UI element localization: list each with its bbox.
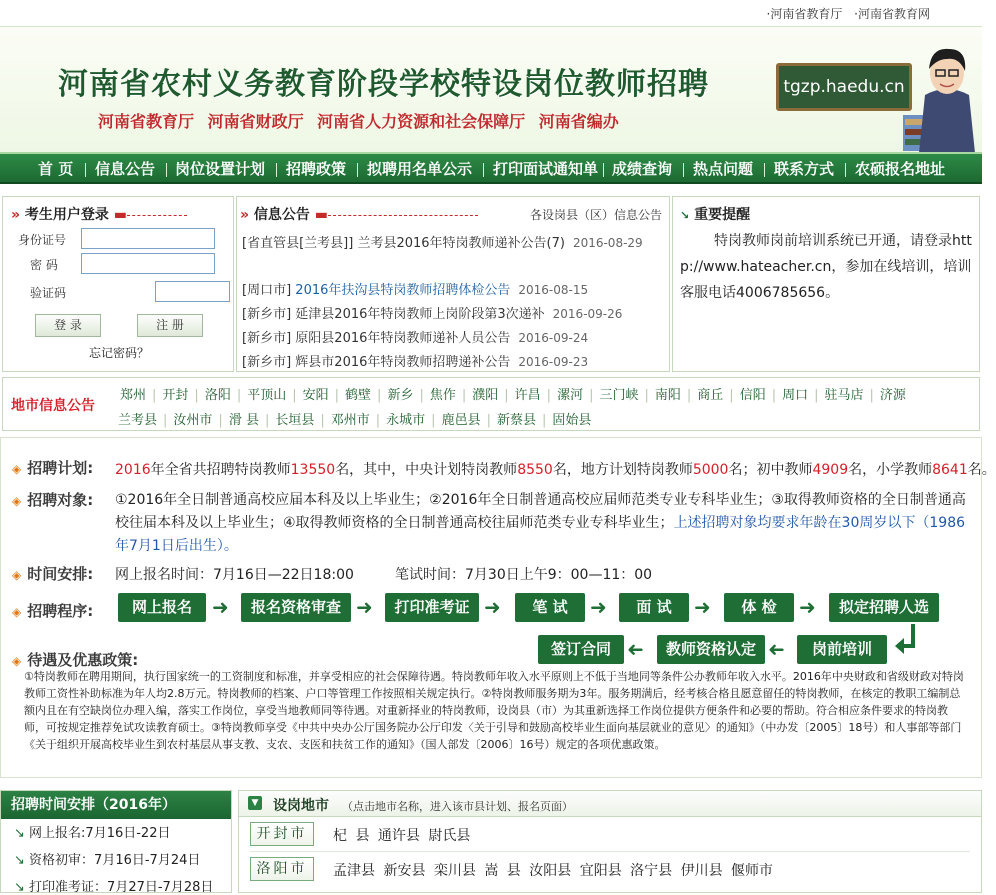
step-teacher-qualification: 教师资格认定 (657, 635, 765, 664)
site-subtitle: 河南省教育厅 河南省财政厅 河南省人力资源和社会保障厅 河南省编办 (98, 112, 619, 131)
login-title: » 考生用户登录 ▬ (11, 204, 187, 224)
step-qualification-review: 报名资格审查 (241, 593, 351, 622)
nav-policy[interactable]: 招聘政策 (286, 160, 347, 178)
news-item[interactable]: [新乡市] 原阳县2016年特岗教师递补人员公告 2016-09-24 (242, 331, 589, 346)
separator: | (377, 388, 382, 403)
city-link[interactable]: 郑州 (120, 388, 147, 403)
bullet-icon: ◈ (12, 654, 22, 668)
bullet-icon: ◈ (12, 568, 22, 582)
city-kaifeng-button[interactable]: 开封市 (250, 822, 314, 846)
separator: | (814, 388, 819, 403)
arrow-right-icon: ➜ (356, 595, 373, 619)
news-item[interactable]: [周口市] 2016年扶沟县特岗教师招聘体检公告 2016-08-15 (242, 283, 589, 298)
separator: | (546, 388, 552, 403)
notice-title: ↘ 重要提醒 (680, 207, 751, 223)
city-link[interactable]: 驻马店 (824, 388, 864, 403)
id-label: 身份证号 (18, 233, 67, 247)
separator: | (292, 388, 297, 403)
id-number-input[interactable] (81, 228, 215, 249)
nav-post-plan[interactable]: 岗位设置计划 (175, 160, 266, 178)
plan-label: ◈ 招聘计划: (12, 459, 94, 477)
arrow-left-icon: ➜ (768, 637, 785, 661)
city-links-row2 (118, 409, 591, 428)
city-link[interactable]: 新乡 (387, 388, 414, 403)
news-item[interactable]: [新乡市] 延津县2016年特岗教师上岗阶段第3次递补 2016-09-26 (242, 307, 623, 322)
city-links-row1 (120, 384, 906, 403)
timeline-item[interactable]: ↘ 资格初审：7月16日-7月24日 (14, 853, 201, 868)
city-link[interactable]: 三门峡 (599, 388, 639, 403)
timeline-item[interactable]: ↘ 打印准考证：7月27日-7月28日 (14, 880, 214, 895)
city-link[interactable]: 新蔡县 (496, 413, 536, 428)
captcha-input[interactable] (155, 281, 230, 302)
separator: | (375, 413, 381, 428)
arrow-return-icon (893, 624, 919, 660)
plan-text: 2016年全省共招聘特岗教师13550名，其中，中央计划特岗教师8550名，地方计划特岗教师5000名；初中教师4909名，小学教师8641名。 (115, 462, 996, 478)
separator: | (163, 413, 168, 428)
city-link[interactable]: 鹿邑县 (441, 413, 481, 428)
register-button[interactable]: 注 册 (137, 314, 203, 337)
post-city-hint: （点击地市名称，进入该市县计划、报名页面） (342, 800, 573, 813)
city-link[interactable]: 许昌 (514, 388, 541, 403)
separator: | (236, 388, 242, 403)
arrow-icon: ↘ (14, 826, 25, 841)
step-interview: 面 试 (619, 593, 689, 622)
nav-master-signup[interactable]: 农硕报名地址 (855, 160, 946, 178)
separator: | (152, 388, 157, 403)
city-link[interactable]: 汝州市 (173, 413, 213, 428)
procedure-label: ◈ 招聘程序: (12, 602, 94, 620)
schedule-online: 网上报名时间：7月16日—22日18:00 (115, 567, 354, 583)
news-item[interactable]: [省直管县[兰考县]] 兰考县2016年特岗教师递补公告(7) 2016-08-29 (242, 236, 643, 251)
city-link[interactable]: 平顶山 (247, 388, 287, 403)
separator: | (644, 388, 649, 403)
step-sign-contract: 签订合同 (538, 635, 624, 664)
city-link[interactable]: 信阳 (739, 388, 766, 403)
city-link[interactable]: 滑 县 (228, 413, 259, 428)
nav-home[interactable]: 首 页 (38, 160, 74, 178)
separator: | (541, 413, 547, 428)
separator: | (194, 388, 199, 403)
forgot-password-link[interactable]: 忘记密码？ (89, 346, 150, 360)
kaifeng-counties[interactable]: 杞 县 通许县 尉氏县 (333, 828, 471, 844)
city-link[interactable]: 周口 (782, 388, 809, 403)
separator: | (869, 388, 874, 403)
city-link[interactable]: 兰考县 (118, 413, 158, 428)
arrow-right-icon: ➜ (799, 595, 816, 619)
city-link[interactable]: 焦作 (429, 388, 456, 403)
city-link[interactable]: 濮阳 (472, 388, 499, 403)
arrow-left-icon: ➜ (627, 637, 644, 661)
separator: | (218, 413, 223, 428)
separator: | (686, 388, 692, 403)
timeline-item[interactable]: ↘ 网上报名:7月16日-22日 (14, 826, 171, 841)
arrow-right-icon: ➜ (212, 595, 229, 619)
city-link[interactable]: 固始县 (552, 413, 592, 428)
separator: | (504, 388, 509, 403)
site-url-chalkboard: tgzp.haedu.cn (776, 63, 912, 111)
target-line1: ①2016年全日制普通高校应届本科及以上毕业生；②2016年全日制普通高校应届师范类专业专科毕业生；③取得教师资格的全日制普通高 (115, 492, 966, 508)
arrow-right-icon: ➜ (590, 595, 607, 619)
bullet-icon: ◈ (12, 462, 22, 476)
step-written-exam: 笔 试 (515, 593, 585, 622)
city-info-label: 地市信息公告 (11, 398, 95, 414)
nav-score-query[interactable]: 成绩查询 (612, 160, 673, 178)
password-label: 密 码 (30, 258, 58, 272)
chevron-down-icon: ▼ (248, 796, 262, 810)
top-bar (0, 0, 982, 26)
separator: | (320, 413, 325, 428)
city-link[interactable]: 长垣县 (275, 413, 315, 428)
city-link[interactable]: 漯河 (557, 388, 584, 403)
county-news-link[interactable]: 各设岗县（区）信息公告 (530, 208, 663, 222)
login-button[interactable]: 登 录 (35, 314, 101, 337)
city-link[interactable]: 济源 (879, 388, 906, 403)
city-luoyang-button[interactable]: 洛阳市 (250, 857, 314, 881)
separator: | (771, 388, 777, 403)
arrow-right-icon: ➜ (694, 595, 711, 619)
header-banner (0, 26, 982, 152)
separator: | (486, 413, 491, 428)
step-proposed-hire: 拟定招聘人选 (829, 593, 939, 622)
separator: | (729, 388, 734, 403)
city-link[interactable]: 鹤壁 (345, 388, 372, 403)
step-print-ticket: 打印准考证 (385, 593, 479, 622)
separator: | (334, 388, 340, 403)
separator: | (431, 413, 436, 428)
city-link[interactable]: 商丘 (697, 388, 724, 403)
nav-hot-issues[interactable]: 热点问题 (693, 160, 754, 178)
arrow-icon: ↘ (14, 880, 25, 895)
benefits-text: ①特岗教师在聘用期间，执行国家统一的工资制度和标准，并享受相应的社会保障待遇。特岗教师年收入水平原则上不低于当地同等条件公办教师年收入水平。2016年中央财政和省级财政对特岗教师工资性补助标准为年人均2.8万元。特岗教师的档案、户口等管理工作按照相关规定执行。②特岗教师服务期为3年。服务期满后，经考核合格且愿意留任的特岗教师，在核定的教职工编制总额内且在有空缺岗位办理入编，落实工作岗位，享受当地教师同等待遇。对重新择业的特岗教师，设岗县（市）为其重新选择工作岗位提供方便条件和必要的帮助。符合相应条件要求的特岗教师，可按规定推荐免试攻读教育硕士。③特岗教师享受《中共中央办公厅国务院办公厅印发〈关于引导和鼓励高校毕业生面向基层就业的意见〉的通知》（中办发〔2005〕18号）和人事部等部门《关于组织开展高校毕业生到农村基层从事支教、支农、支医和扶贫工作的通知》（国人部发〔2006〕16号）规定的各项优惠政策。 (24, 670, 964, 751)
luoyang-counties[interactable]: 孟津县 新安县 栾川县 嵩 县 汝阳县 宜阳县 洛宁县 伊川县 偃师市 (333, 863, 774, 879)
notice-body: 特岗教师岗前培训系统已开通，请登录http://www.hateacher.cn，参加在线培训，培训客服电话4006785656。 (680, 233, 972, 301)
schedule-exam: 笔试时间：7月30日上午9：00—11：00 (395, 567, 653, 583)
target-line2: 校往届本科及以上毕业生；④取得教师资格的全日制普通高校往届师范类专业专科毕业生；上述招聘对象均要求年龄在30周岁以下（1986 (115, 515, 966, 531)
nav-contact[interactable]: 联系方式 (774, 160, 835, 178)
separator: | (461, 388, 467, 403)
timeline-title: 招聘时间安排（2016年） (1, 791, 231, 819)
separator: | (264, 413, 270, 428)
step-online-signup: 网上报名 (118, 593, 206, 622)
main-nav (0, 152, 982, 184)
password-input[interactable] (81, 253, 215, 274)
separator: | (419, 388, 424, 403)
step-physical-exam: 体 检 (724, 593, 794, 622)
post-city-title: 设岗地市 (273, 798, 329, 814)
separator: | (589, 388, 594, 403)
arrow-right-icon: ➜ (484, 595, 501, 619)
city-link[interactable]: 永城市 (386, 413, 426, 428)
city-link[interactable]: 开封 (162, 388, 189, 403)
top-link-edu-net[interactable]: ·河南省教育网 (854, 7, 930, 21)
arrow-icon: ↘ (14, 853, 25, 868)
top-link-edu-dept[interactable]: ·河南省教育厅 (766, 7, 843, 21)
nav-hire-list[interactable]: 拟聘用名单公示 (367, 160, 473, 178)
benefits-label: ◈ 待遇及优惠政策: (12, 651, 139, 669)
news-item[interactable]: [新乡市] 辉县市2016年特岗教师招聘递补公告 2016-09-23 (242, 355, 589, 370)
city-link[interactable]: 安阳 (302, 388, 329, 403)
target-label: ◈ 招聘对象: (12, 491, 94, 509)
nav-print-interview[interactable]: 打印面试通知单 (493, 160, 599, 178)
city-link[interactable]: 南阳 (654, 388, 681, 403)
bullet-icon: ◈ (12, 605, 22, 619)
bullet-icon: ◈ (12, 494, 22, 508)
step-pre-job-training: 岗前培训 (797, 635, 887, 664)
site-title: 河南省农村义务教育阶段学校特设岗位教师招聘 (58, 67, 709, 102)
nav-news[interactable]: 信息公告 (95, 160, 156, 178)
city-link[interactable]: 邓州市 (330, 413, 370, 428)
city-link[interactable]: 洛阳 (204, 388, 231, 403)
schedule-label: ◈ 时间安排: (12, 565, 94, 583)
news-title: » 信息公告 ▬ (240, 204, 478, 224)
teacher-illustration (895, 35, 979, 153)
captcha-label: 验证码 (30, 286, 67, 300)
top-links (759, 5, 930, 22)
target-line3: 年7月1日后出生）。 (115, 538, 238, 554)
